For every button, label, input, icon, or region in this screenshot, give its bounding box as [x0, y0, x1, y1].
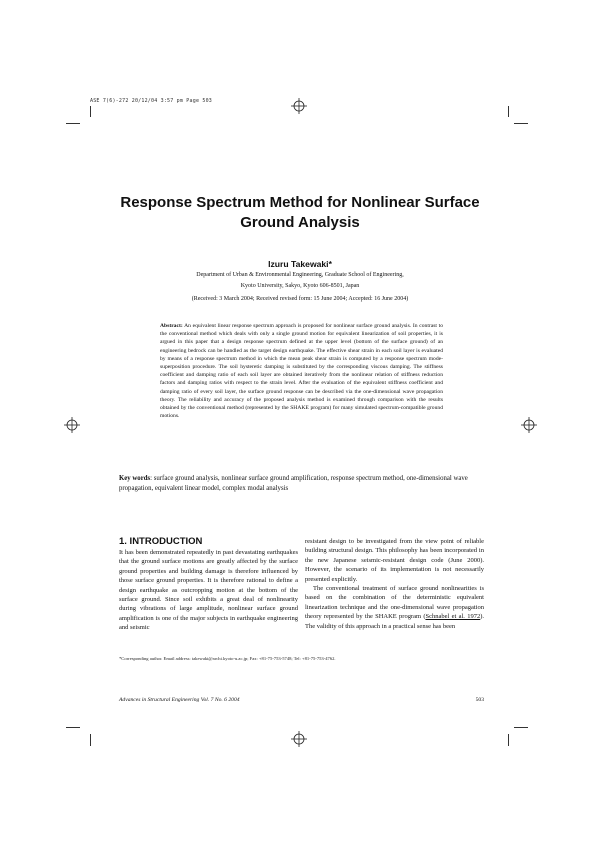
crop-mark-bottom-left-h [66, 727, 80, 728]
author-name: Izuru Takewaki* [268, 259, 332, 269]
intro-paragraph-2-text-b: ). The validity of this approach in a practical sense has been [305, 613, 484, 630]
registration-mark-bottom-icon [291, 731, 307, 747]
crop-mark-top-left-h [66, 123, 80, 124]
title-line-2: Ground Analysis [240, 214, 360, 231]
crop-mark-top-right-h [514, 123, 528, 124]
keywords-label: Key words [119, 475, 151, 482]
received-dates: (Received: 3 March 2004; Received revised form: 15 June 2004; Accepted: 16 June 2004) [191, 296, 409, 302]
keywords-text: : surface ground analysis, nonlinear surface ground amplification, response spectrum method, one-dimensional wave propagation, equivalent linear model, complex modal analysis [119, 475, 468, 493]
intro-paragraph-2-text-a: The conventional treatment of surface ground nonlinearities is based on the combination of the deterministic equivalent linearization technique and the one-dimensional wave propagation theory represented by the SHAKE program ( [305, 585, 484, 621]
registration-mark-right-icon [521, 417, 537, 433]
affiliation-line-1: Department of Urban & Environmental Engineering, Graduate School of Engineering, [196, 272, 404, 278]
crop-mark-top-right-v [508, 106, 509, 117]
keywords [119, 474, 484, 494]
journal-footer: Advances in Structural Engineering Vol. 7 No. 6 2004 [119, 697, 240, 703]
body-column-right [305, 537, 484, 631]
registration-mark-top-icon [291, 98, 307, 114]
intro-paragraph-1-continued: resistant design to be investigated from the view point of reliable building structural design. This philosophy has been incorporated in the new Japanese seismic-resistant design code (June 2000). However, the scenario of its implementation is not necessarily presented explicitly. [305, 538, 484, 583]
crop-mark-bottom-right-h [514, 727, 528, 728]
title-line-1: Response Spectrum Method for Nonlinear Surface [120, 194, 480, 211]
affiliation-line-2: Kyoto University, Sakyo, Kyoto 606-8501, Japan [240, 282, 360, 289]
abstract-label: Abstract: [160, 323, 183, 329]
printer-slug: ASE 7(6)-272 20/12/04 3:57 pm Page 503 [90, 98, 212, 104]
section-heading-introduction: 1. INTRODUCTION [119, 536, 203, 547]
intro-paragraph-1: It has been demonstrated repeatedly in past devastating earthquakes that the ground surface motions are greatly affected by the surface ground properties and building damage is therefore influenced by those surface ground properties. It is therefore rational to define a design earthquake as outcropping motion at the bottom of the surface ground. Since soil exhibits a great deal of nonlinearity during vibrations of large amplitude, nonlinear surface ground amplification is one of the major subjects in earthquake engineering and seismic [119, 549, 298, 632]
body-column-left [119, 537, 298, 633]
abstract-text: An equivalent linear response spectrum approach is proposed for nonlinear surface ground analysis. In contrast to the conventional method which deals with only a single ground motion for equivalent linearization of soil properties, it is argued in this paper that a design response spectrum defined at the upper level (bottom of the surface ground) of an engineering bedrock can be handled as the target design earthquake. The effective shear strain in each soil layer is evaluated by means of a response spectrum method in which the mean peak shear strain is computed by a response spectrum mode-superposition procedure. The soil hysteretic damping is substituted by the corresponding viscous damping. The stiffness coefficient and damping ratio of each soil layer are obtained iteratively from the nonlinear relation of stiffness reduction factors and damping ratios with respect to the strain level. After the evaluation of the equivalent stiffness coefficient and damping ratio of every soil layer, the surface ground response can be described via the one-dimensional wave propagation theory. The reliability and accuracy of the proposed analysis method is examined through comparison with the results obtained by the conventional method (represented by the SHAKE program) for many simulated spectrum-compatible ground motions. [160, 323, 443, 420]
corresponding-author-footnote: *Corresponding author. Email address: takewaki@archi.kyoto-u.ac.jp; Fax: +81-75-753-5748; Tel: +81-75-753-4762. [119, 656, 336, 661]
registration-mark-left-icon [64, 417, 80, 433]
crop-mark-bottom-left-v [90, 734, 91, 746]
citation-link[interactable]: Schnabel et al. 1972 [425, 613, 481, 621]
crop-mark-bottom-right-v [508, 734, 509, 746]
crop-mark-top-left-v [90, 106, 91, 117]
paper-title [100, 193, 500, 233]
abstract [160, 322, 443, 420]
intro-paragraph-2 [305, 584, 484, 631]
page-number: 503 [475, 697, 484, 703]
author-affiliation [100, 270, 500, 291]
